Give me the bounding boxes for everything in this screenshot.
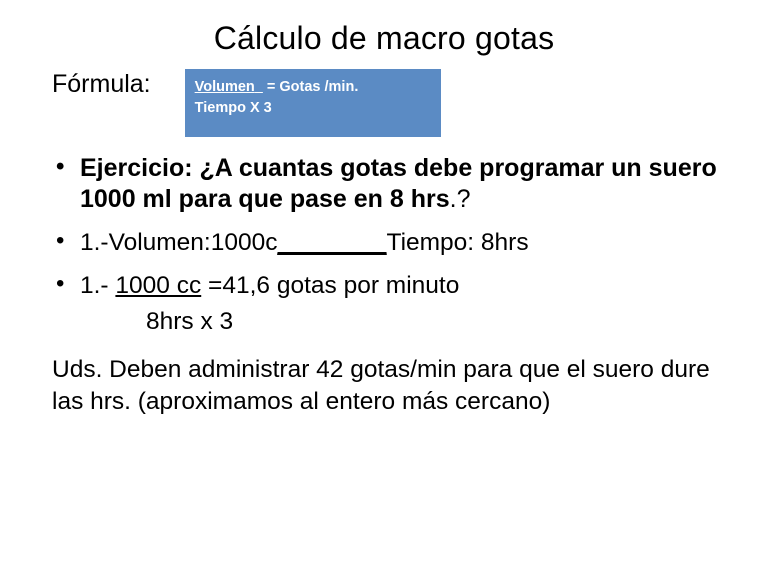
bullet-3-suffix: =41,6 gotas por minuto — [201, 272, 460, 300]
bullet-2-before: 1.-Volumen:1000c — [80, 229, 278, 256]
bullet-1-bold: Ejercicio: ¿A cuantas gotas debe programar un suero 1000 ml para que pase en 8 hrs — [80, 154, 717, 213]
bullet-3-prefix: 1.- — [80, 272, 116, 300]
formula-row — [0, 69, 768, 137]
denominator-line: 8hrs x 3 — [146, 307, 234, 335]
formula-label: Fórmula: — [52, 70, 151, 98]
bullet-2-after: Tiempo: 8hrs — [386, 229, 529, 256]
bullet-3-underlined: 1000 cc — [115, 272, 202, 300]
formula-denominator: Tiempo X 3 — [194, 100, 272, 117]
bullet-list — [0, 153, 768, 301]
list-item — [0, 153, 768, 214]
closing-paragraph: Uds. Deben administrar 42 gotas/min para que el suero dure las hrs. (aproximamos al entero más cercano) — [52, 356, 710, 416]
formula-box — [185, 69, 441, 137]
formula-numerator-spacer — [255, 79, 263, 95]
list-item — [0, 271, 768, 300]
bullet-1-tail: .? — [449, 184, 471, 213]
list-item — [0, 228, 768, 257]
formula-box-top-line — [195, 77, 431, 98]
bullet-2-gap: ________ — [277, 229, 387, 256]
formula-equals: = Gotas /min. — [266, 79, 359, 95]
page-title: Cálculo de macro gotas — [213, 20, 555, 56]
formula-numerator: Volumen — [194, 79, 255, 95]
